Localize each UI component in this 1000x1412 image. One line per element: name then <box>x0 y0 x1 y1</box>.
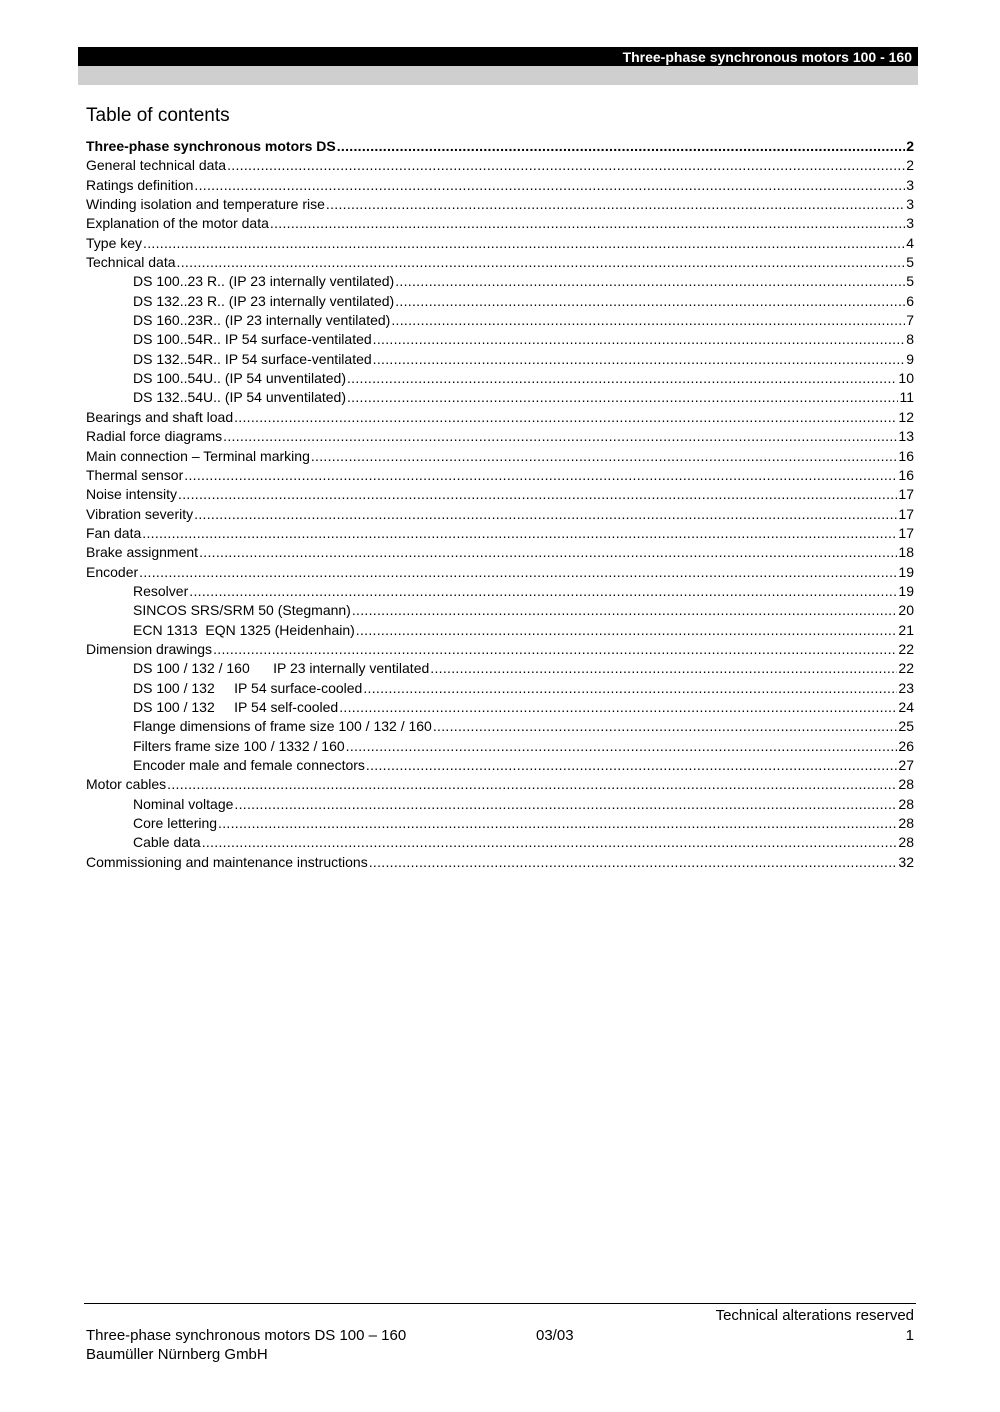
toc-entry-label: Cable data <box>133 834 201 851</box>
toc-entry[interactable] <box>86 389 914 408</box>
toc-entry-page: 21 <box>898 621 914 638</box>
toc-entry[interactable] <box>86 776 914 795</box>
toc-dot-leader <box>167 776 897 792</box>
toc-entry-page: 32 <box>898 853 914 870</box>
toc-entry-label: Main connection – Terminal marking <box>86 447 310 464</box>
footer-divider <box>84 1303 916 1304</box>
toc-entry-label: Type key <box>86 234 143 251</box>
toc-entry-label: Vibration severity <box>86 505 194 522</box>
toc-entry[interactable] <box>86 796 914 815</box>
toc-dot-leader <box>347 389 898 405</box>
toc-dot-leader <box>178 486 897 502</box>
toc-entry-page: 28 <box>898 776 914 793</box>
toc-entry-label: Commissioning and maintenance instructions <box>86 853 368 870</box>
header-gray-band <box>78 66 918 85</box>
toc-entry[interactable] <box>86 235 914 254</box>
toc-dot-leader <box>326 196 905 212</box>
toc-entry-page: 3 <box>906 196 914 213</box>
footer-doc-title: Three-phase synchronous motors DS 100 – 160 <box>86 1327 407 1344</box>
footer-page-number: 1 <box>905 1327 914 1344</box>
toc-entry-page: 18 <box>898 544 914 561</box>
toc-dot-leader <box>184 467 897 483</box>
toc-entry[interactable] <box>86 448 914 467</box>
toc-entry-page: 17 <box>898 505 914 522</box>
toc-entry[interactable] <box>86 544 914 563</box>
toc-entry[interactable] <box>86 196 914 215</box>
table-of-contents <box>86 138 914 873</box>
toc-dot-leader <box>234 409 897 425</box>
toc-entry-label: General technical data <box>86 157 227 174</box>
toc-entry[interactable] <box>86 854 914 873</box>
toc-entry[interactable] <box>86 215 914 234</box>
footer-alterations: Technical alterations reserved <box>715 1307 914 1324</box>
toc-entry-page: 28 <box>898 815 914 832</box>
toc-entry-label: DS 132..23 R.. (IP 23 internally ventilated) <box>133 292 395 309</box>
toc-dot-leader <box>270 215 905 231</box>
toc-entry-page: 4 <box>906 234 914 251</box>
toc-entry-label: DS 100..23 R.. (IP 23 internally ventilated) <box>133 273 395 290</box>
toc-dot-leader <box>199 544 897 560</box>
toc-entry-page: 22 <box>898 660 914 677</box>
toc-entry-label: Three-phase synchronous motors DS <box>86 138 336 154</box>
toc-dot-leader <box>311 448 898 464</box>
toc-dot-leader <box>218 815 897 831</box>
toc-entry-label: DS 160..23R.. (IP 23 internally ventilated) <box>133 312 391 329</box>
toc-dot-leader <box>395 293 905 309</box>
toc-entry-page: 9 <box>906 350 914 367</box>
toc-dot-leader <box>339 699 897 715</box>
toc-dot-leader <box>369 854 898 870</box>
toc-entry[interactable] <box>86 815 914 834</box>
toc-entry[interactable] <box>86 351 914 370</box>
toc-entry-label: Filters frame size 100 / 1332 / 160 <box>133 737 345 754</box>
toc-entry[interactable] <box>86 331 914 350</box>
toc-entry-page: 12 <box>898 408 914 425</box>
toc-entry-page: 8 <box>906 331 914 348</box>
toc-dot-leader <box>430 660 897 676</box>
toc-entry[interactable] <box>86 583 914 602</box>
toc-entry-page: 2 <box>906 157 914 174</box>
toc-entry-page: 2 <box>906 138 914 154</box>
toc-entry-label: SINCOS SRS/SRM 50 (Stegmann) <box>133 602 351 619</box>
toc-entry-label: Noise intensity <box>86 486 178 503</box>
toc-entry[interactable] <box>86 699 914 718</box>
toc-entry-label: DS 132..54U.. (IP 54 unventilated) <box>133 389 346 406</box>
toc-entry-page: 16 <box>898 466 914 483</box>
toc-entry-page: 26 <box>898 737 914 754</box>
toc-entry-label: Winding isolation and temperature rise <box>86 196 325 213</box>
toc-entry-label: Encoder male and female connectors <box>133 757 365 773</box>
toc-entry-page: 17 <box>898 486 914 503</box>
toc-dot-leader <box>189 583 897 599</box>
header-title: Three-phase synchronous motors 100 - 160 <box>622 48 912 65</box>
toc-dot-leader <box>223 428 897 444</box>
toc-dot-leader <box>366 757 898 773</box>
toc-entry[interactable] <box>86 660 914 679</box>
toc-entry-page: 16 <box>898 447 914 464</box>
toc-entry-label: Fan data <box>86 524 142 541</box>
toc-entry-page: 17 <box>898 524 914 541</box>
toc-entry-page: 19 <box>898 563 914 580</box>
toc-entry[interactable] <box>86 506 914 525</box>
toc-entry[interactable] <box>86 293 914 312</box>
toc-entry-label: Bearings and shaft load <box>86 408 234 425</box>
toc-entry-page: 22 <box>898 640 914 657</box>
toc-dot-leader <box>363 680 897 696</box>
toc-entry-label: Resolver <box>133 582 189 599</box>
toc-entry-label: Ratings definition <box>86 176 194 193</box>
toc-dot-leader <box>194 177 905 193</box>
toc-entry-page: 5 <box>906 254 914 271</box>
toc-entry-label: Technical data <box>86 254 176 271</box>
toc-dot-leader <box>139 564 897 580</box>
toc-entry[interactable] <box>86 680 914 699</box>
toc-entry[interactable] <box>86 757 914 776</box>
toc-entry-page: 19 <box>898 582 914 599</box>
toc-entry-label: DS 100 / 132 IP 54 surface-cooled <box>133 679 363 696</box>
toc-entry[interactable] <box>86 254 914 273</box>
toc-entry-label: Thermal sensor <box>86 466 184 483</box>
toc-entry-label: Encoder <box>86 563 139 580</box>
toc-entry[interactable] <box>86 834 914 853</box>
toc-entry[interactable] <box>86 641 914 660</box>
toc-entry-label: Brake assignment <box>86 544 199 561</box>
toc-entry[interactable] <box>86 370 914 389</box>
toc-entry-page: 10 <box>898 370 914 387</box>
toc-entry-page: 11 <box>899 389 914 406</box>
toc-entry[interactable] <box>86 312 914 331</box>
toc-entry-label: Dimension drawings <box>86 640 213 657</box>
toc-heading: Table of contents <box>86 105 230 126</box>
toc-dot-leader <box>142 525 897 541</box>
toc-dot-leader <box>373 331 906 347</box>
toc-entry-label: DS 100 / 132 IP 54 self-cooled <box>133 698 339 715</box>
toc-dot-leader <box>347 370 897 386</box>
toc-dot-leader <box>395 273 905 289</box>
toc-entry[interactable] <box>86 409 914 428</box>
toc-dot-leader <box>143 235 905 251</box>
toc-entry-label: DS 132..54R.. IP 54 surface-ventilated <box>133 350 372 367</box>
toc-entry-label: Motor cables <box>86 776 167 793</box>
toc-entry[interactable] <box>86 486 914 505</box>
toc-entry-page: 5 <box>906 273 914 290</box>
toc-entry-label: DS 100..54U.. (IP 54 unventilated) <box>133 370 346 387</box>
toc-entry-page: 25 <box>898 718 914 735</box>
toc-dot-leader <box>213 641 897 657</box>
toc-entry[interactable] <box>86 738 914 757</box>
toc-entry[interactable] <box>86 525 914 544</box>
toc-dot-leader <box>194 506 897 522</box>
toc-dot-leader <box>202 834 898 850</box>
toc-entry-page: 20 <box>898 602 914 619</box>
toc-dot-leader <box>234 796 897 812</box>
toc-entry-label: DS 100..54R.. IP 54 surface-ventilated <box>133 331 372 348</box>
toc-dot-leader <box>177 254 906 270</box>
toc-entry-page: 23 <box>898 679 914 696</box>
toc-entry[interactable] <box>86 467 914 486</box>
toc-dot-leader <box>373 351 906 367</box>
toc-dot-leader <box>352 602 898 618</box>
toc-dot-leader <box>337 138 905 154</box>
footer-date: 03/03 <box>536 1327 574 1344</box>
toc-entry[interactable] <box>86 622 914 641</box>
toc-entry-label: Nominal voltage <box>133 795 234 812</box>
toc-entry-page: 3 <box>906 215 914 232</box>
toc-entry[interactable] <box>86 177 914 196</box>
toc-entry-page: 27 <box>898 757 914 773</box>
toc-entry[interactable] <box>86 273 914 292</box>
toc-dot-leader <box>433 718 898 734</box>
toc-entry-page: 7 <box>906 312 914 329</box>
toc-entry-page: 28 <box>898 795 914 812</box>
toc-dot-leader <box>227 157 905 173</box>
toc-entry[interactable] <box>86 138 914 157</box>
toc-entry-page: 6 <box>906 292 914 309</box>
toc-entry[interactable] <box>86 718 914 737</box>
toc-entry-label: ECN 1313 EQN 1325 (Heidenhain) <box>133 621 355 638</box>
toc-entry-page: 28 <box>898 834 914 851</box>
toc-dot-leader <box>356 622 898 638</box>
toc-dot-leader <box>346 738 898 754</box>
toc-entry-page: 24 <box>898 698 914 715</box>
toc-entry-label: Radial force diagrams <box>86 428 223 445</box>
toc-entry-page: 3 <box>906 176 914 193</box>
toc-entry[interactable] <box>86 564 914 583</box>
toc-entry[interactable] <box>86 157 914 176</box>
header-bar <box>78 47 918 66</box>
footer-company: Baumüller Nürnberg GmbH <box>86 1346 268 1363</box>
toc-entry-label: DS 100 / 132 / 160 IP 23 internally ventilated <box>133 660 430 677</box>
toc-entry[interactable] <box>86 428 914 447</box>
toc-entry-label: Flange dimensions of frame size 100 / 132 / 160 <box>133 718 432 735</box>
toc-entry-page: 13 <box>898 428 914 445</box>
toc-dot-leader <box>391 312 905 328</box>
toc-entry[interactable] <box>86 602 914 621</box>
toc-entry-label: Explanation of the motor data <box>86 215 269 232</box>
toc-entry-label: Core lettering <box>133 815 218 832</box>
